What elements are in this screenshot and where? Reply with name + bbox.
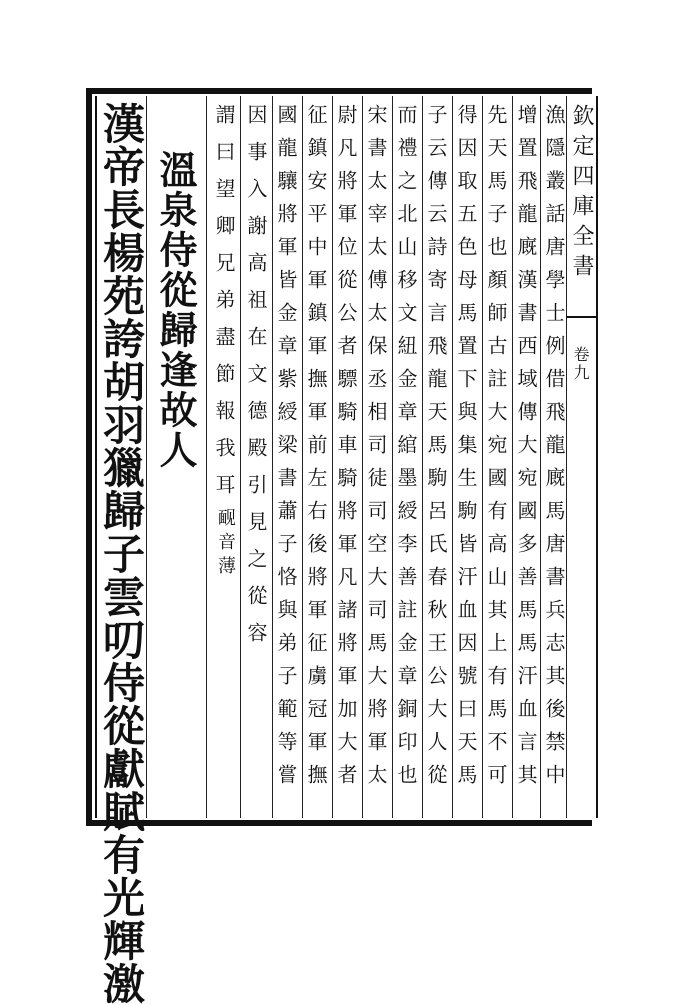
commentary-column: 征鎮安平中軍鎮軍撫軍前左右後將軍征虜冠軍撫	[304, 104, 328, 797]
column-rule	[206, 96, 207, 818]
commentary-column: 漁隱叢話唐學士例借飛龍廐馬唐書兵志其後禁中	[542, 104, 566, 797]
column-rule	[566, 96, 567, 818]
column-rule	[240, 96, 241, 818]
column-rule	[272, 96, 273, 818]
annotation-note: 䩄音薄	[215, 508, 236, 580]
commentary-column: 先天馬子也顏師古註大宛國有高山其上有馬不可	[484, 104, 508, 797]
column-rule	[302, 96, 303, 818]
commentary-column: 宋書太宰太傅太保丞相司徒司空大司馬大將軍太	[364, 104, 388, 797]
margin-edge	[596, 96, 598, 818]
poem-title: 溫泉侍從歸逢故人	[153, 150, 198, 470]
column-rule	[482, 96, 483, 818]
column-rule	[452, 96, 453, 818]
commentary-column: 尉凡將軍位從公者驃騎車騎將軍凡諸將軍加大者	[334, 104, 358, 797]
commentary-column: 國龍驤將軍皆金章紫綬梁書蕭子恪與弟子範等嘗	[274, 104, 298, 797]
column-rule	[540, 96, 541, 818]
commentary-column: 謂曰望卿兄弟盡節報我耳	[212, 104, 236, 511]
column-rule	[392, 96, 393, 818]
commentary-column: 因事入謝高祖在文德殿引見之從容	[244, 104, 268, 659]
column-rule	[146, 96, 147, 818]
column-rule	[332, 96, 333, 818]
column-rule	[512, 96, 513, 818]
column-rule	[362, 96, 363, 818]
commentary-column: 得因取五色母馬置下與集生駒皆汗血因號曰天馬	[454, 104, 478, 797]
commentary-column: 而禮之北山移文紐金章綰墨綬李善註金章銅印也	[394, 104, 418, 797]
commentary-column: 子云傳云詩寄言飛龍天馬駒呂氏春秋王公大人從	[424, 104, 448, 797]
margin-volume: 卷九	[571, 346, 590, 382]
commentary-column: 增置飛龍廐漢書西域傳大宛國多善馬馬汗血言其	[514, 104, 538, 797]
margin-book-title: 欽定四庫全書	[569, 104, 594, 284]
poem-line: 漢帝長楊苑誇胡羽獵歸子雲叨侍從獻賦有光輝激	[97, 102, 146, 1005]
column-rule	[422, 96, 423, 818]
fish-tail-mark	[566, 316, 596, 318]
